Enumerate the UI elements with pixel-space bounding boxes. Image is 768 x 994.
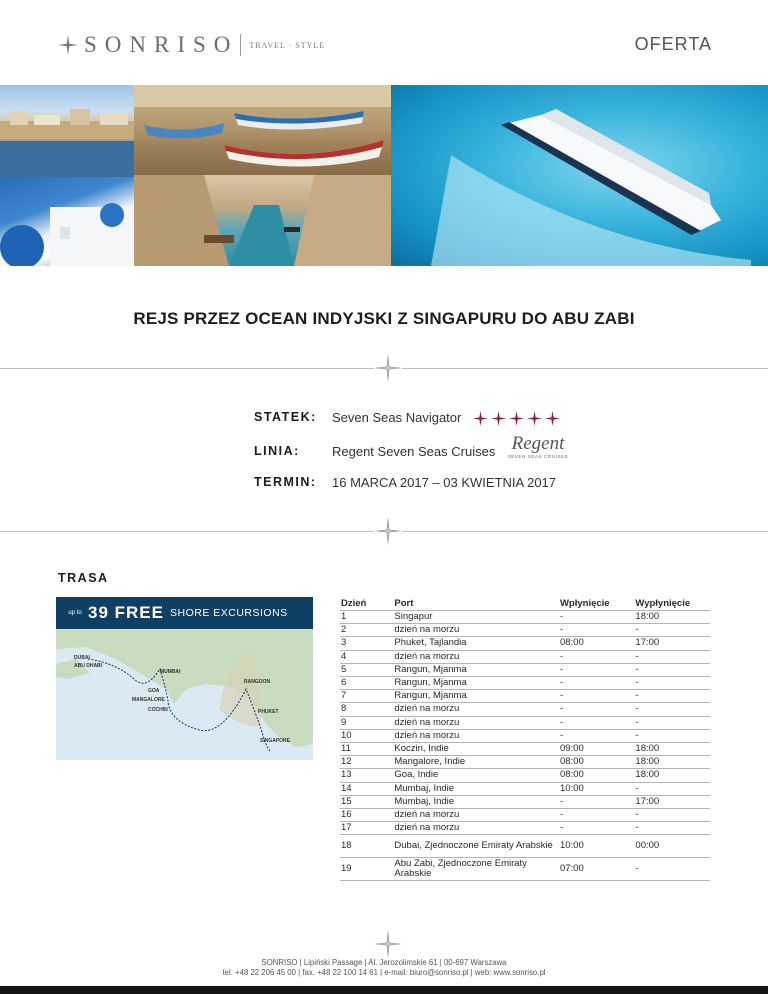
venice-canal-photo (134, 175, 391, 266)
star-icon (509, 411, 524, 426)
cell-departure: - (634, 690, 710, 703)
cell-day: 1 (340, 611, 393, 624)
regent-logo (503, 434, 573, 466)
map-banner-number: 39 FREE (88, 603, 164, 622)
cell-day: 11 (340, 743, 393, 756)
compass-star-icon (374, 517, 402, 545)
cell-port: Phuket, Tajlandia (393, 637, 559, 650)
table-row (340, 756, 710, 769)
cell-day: 15 (340, 795, 393, 808)
column-header-port: Port (394, 598, 414, 609)
cell-arrival: 08:00 (559, 637, 634, 650)
cell-arrival: 08:00 (559, 756, 634, 769)
brand-separator (240, 34, 241, 56)
cell-departure: - (634, 677, 710, 690)
cell-arrival: 09:00 (559, 743, 634, 756)
table-row (340, 795, 710, 808)
map-port-label: PHUKET (258, 709, 279, 715)
table-row (340, 809, 710, 822)
cell-port: dzień na morzu (393, 624, 559, 637)
cell-departure: - (634, 624, 710, 637)
cell-arrival: - (559, 809, 634, 822)
cell-departure: - (634, 729, 710, 742)
cell-port: dzień na morzu (393, 703, 559, 716)
map-port-label: DUBAI (74, 655, 90, 661)
cell-port: Koczin, Indie (393, 743, 559, 756)
cell-departure: 17:00 (634, 795, 710, 808)
cell-departure: 17:00 (634, 637, 710, 650)
cell-arrival: - (559, 795, 634, 808)
cell-departure: - (634, 650, 710, 663)
line-label: LINIA: (254, 444, 300, 458)
compass-star-icon (374, 930, 402, 958)
harbor-photo (0, 85, 134, 177)
cruise-ship-photo (391, 85, 768, 266)
map-banner (56, 597, 313, 629)
map-port-label: SINGAPORE (260, 738, 291, 744)
footer-address: SONRISO | Lipiński Passage | Al. Jerozolimskie 61 | 00-697 Warszawa (261, 958, 507, 967)
cell-departure: - (634, 809, 710, 822)
star-icon (491, 411, 506, 426)
cell-port: Rangun, Mjanma (393, 663, 559, 676)
divider-line-left (0, 531, 374, 532)
cell-departure: - (634, 663, 710, 676)
cell-day: 5 (340, 663, 393, 676)
compass-star-icon (374, 354, 402, 382)
table-row (340, 611, 710, 624)
offer-title: REJS PRZEZ OCEAN INDYJSKI Z SINGAPURU DO ABU ZABI (133, 309, 635, 328)
fishing-boats-photo (134, 85, 391, 175)
date-label: TERMIN: (254, 475, 317, 489)
map-port-label: MANGALORE (132, 697, 165, 703)
table-row (340, 769, 710, 782)
brand-name: SONRISO (84, 32, 239, 57)
cell-port: Singapur (393, 611, 559, 624)
cell-arrival: - (559, 690, 634, 703)
cell-port: Mumbaj, Indie (393, 782, 559, 795)
footer-contact: tel. +48 22 206 45 00 | fax. +48 22 100 14 61 | e-mail: biuro@sonriso.pl | web: www.sonriso.pl (222, 968, 546, 977)
cell-port: dzień na morzu (393, 716, 559, 729)
table-row (340, 858, 710, 881)
cell-port: dzień na morzu (393, 822, 559, 835)
route-label: TRASA (58, 571, 109, 585)
divider-line-left (0, 368, 374, 369)
cell-arrival: - (559, 624, 634, 637)
cell-port: Abu Zabi, Zjednoczone Emiraty Arabskie (393, 858, 559, 881)
cell-port: dzień na morzu (393, 809, 559, 822)
cell-departure: 18:00 (634, 769, 710, 782)
column-header-day: Dzień (341, 598, 367, 609)
divider-line-right (402, 531, 768, 532)
cell-departure: 18:00 (634, 611, 710, 624)
cell-day: 13 (340, 769, 393, 782)
cell-arrival: - (559, 729, 634, 742)
table-row (340, 663, 710, 676)
cell-arrival: - (559, 703, 634, 716)
star-icon (545, 411, 560, 426)
cell-arrival: - (559, 663, 634, 676)
table-row (340, 677, 710, 690)
date-value: 16 MARCA 2017 – 03 KWIETNIA 2017 (332, 475, 557, 490)
cell-departure: 18:00 (634, 756, 710, 769)
cell-port: Dubai, Zjednoczone Emiraty Arabskie (393, 835, 559, 858)
cell-arrival: 10:00 (559, 782, 634, 795)
bottom-bar (0, 986, 768, 994)
itinerary-table (340, 596, 710, 881)
map-port-label: COCHIN (148, 707, 168, 713)
cell-port: dzień na morzu (393, 650, 559, 663)
cell-arrival: 10:00 (559, 835, 634, 858)
ship-value-row (332, 410, 560, 426)
table-row (340, 743, 710, 756)
cell-departure: - (634, 703, 710, 716)
santorini-photo (0, 177, 134, 266)
cell-day: 2 (340, 624, 393, 637)
table-row (340, 716, 710, 729)
cell-departure: 00:00 (634, 835, 710, 858)
table-row (340, 650, 710, 663)
cell-arrival: - (559, 650, 634, 663)
table-header-row (340, 596, 710, 611)
cell-day: 19 (340, 858, 393, 881)
route-map (56, 597, 313, 760)
cell-departure: - (634, 716, 710, 729)
column-header-arrival: Wpłynięcie (559, 598, 610, 609)
cell-day: 9 (340, 716, 393, 729)
cell-day: 16 (340, 809, 393, 822)
brand-logo (58, 30, 325, 60)
map-port-label: RANGOON (244, 679, 271, 685)
map-banner-up: up to (68, 609, 82, 616)
cell-port: Mumbaj, Indie (393, 795, 559, 808)
regent-logo-sub: SEVEN SEAS CRUISES (507, 454, 569, 459)
column-header-departure: Wypłynięcie (635, 598, 691, 609)
cell-day: 3 (340, 637, 393, 650)
cell-day: 14 (340, 782, 393, 795)
divider-line-right (402, 368, 768, 369)
table-row (340, 637, 710, 650)
map-port-label: MUMBAI (160, 669, 181, 675)
cell-port: Rangun, Mjanma (393, 690, 559, 703)
cell-port: Goa, Indie (393, 769, 559, 782)
ship-label: STATEK: (254, 410, 317, 424)
cell-day: 8 (340, 703, 393, 716)
table-row (340, 690, 710, 703)
offer-label: OFERTA (634, 34, 712, 54)
ship-rating (473, 411, 560, 426)
table-row (340, 835, 710, 858)
cell-arrival: 08:00 (559, 769, 634, 782)
line-name: Regent Seven Seas Cruises (332, 444, 496, 459)
map-banner-text: SHORE EXCURSIONS (169, 607, 288, 619)
cell-day: 6 (340, 677, 393, 690)
map-port-label: ABU DHABI (74, 663, 103, 669)
cell-departure: - (634, 858, 710, 881)
ship-name: Seven Seas Navigator (332, 410, 462, 425)
cell-departure: 18:00 (634, 743, 710, 756)
cell-arrival: - (559, 716, 634, 729)
cell-arrival: - (559, 611, 634, 624)
cell-departure: - (634, 782, 710, 795)
table-row (340, 729, 710, 742)
star-icon (473, 411, 488, 426)
cell-day: 4 (340, 650, 393, 663)
compass-star-icon (58, 35, 78, 55)
table-row (340, 624, 710, 637)
cell-arrival: - (559, 677, 634, 690)
cell-day: 12 (340, 756, 393, 769)
cell-arrival: - (559, 822, 634, 835)
cell-departure: - (634, 822, 710, 835)
cell-port: Mangalore, Indie (393, 756, 559, 769)
map-port-label: GOA (148, 688, 160, 694)
table-row (340, 822, 710, 835)
table-row (340, 703, 710, 716)
regent-logo-word: Regent (511, 433, 565, 454)
footer (0, 958, 768, 978)
cell-port: Rangun, Mjanma (393, 677, 559, 690)
cell-day: 10 (340, 729, 393, 742)
cell-day: 18 (340, 835, 393, 858)
cell-day: 17 (340, 822, 393, 835)
star-icon (527, 411, 542, 426)
table-row (340, 782, 710, 795)
brand-tagline: TRAVEL · STYLE (249, 40, 326, 50)
cell-port: dzień na morzu (393, 729, 559, 742)
cell-arrival: 07:00 (559, 858, 634, 881)
cell-day: 7 (340, 690, 393, 703)
